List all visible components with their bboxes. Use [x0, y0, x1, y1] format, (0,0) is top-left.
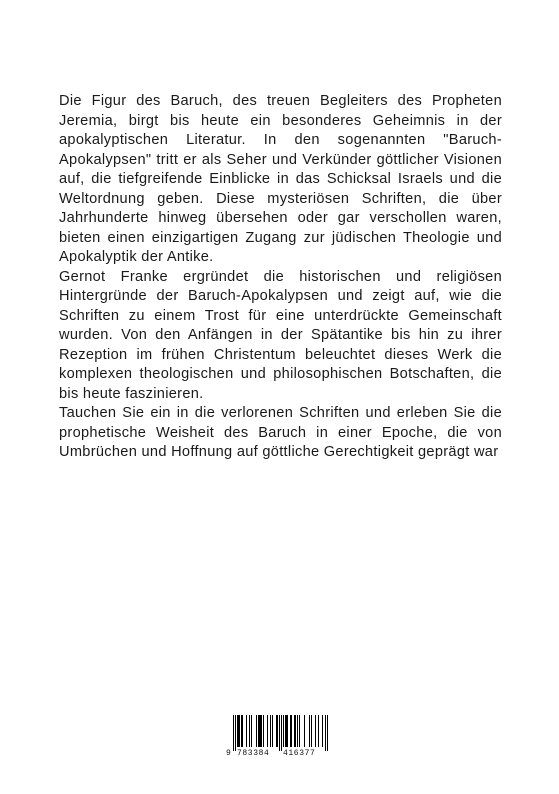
barcode-bar	[322, 715, 323, 747]
barcode-bar	[309, 715, 310, 747]
barcode-bar	[251, 715, 252, 747]
barcode-bar	[270, 715, 271, 747]
barcode-bar	[239, 715, 240, 747]
isbn-barcode	[226, 713, 332, 759]
barcode-bar	[258, 715, 259, 747]
barcode-guard-bar	[233, 715, 234, 751]
barcode-bar	[246, 715, 247, 747]
barcode-bar	[260, 715, 261, 747]
barcode-bars	[226, 713, 332, 753]
barcode-bar	[315, 715, 316, 747]
barcode-guard-bar	[327, 715, 328, 751]
barcode-first-digit: 9	[226, 749, 231, 758]
blurb-text	[59, 92, 502, 463]
barcode-bar	[237, 715, 238, 747]
blurb-paragraph-2: Gernot Franke ergründet die historischen und religiösen Hintergründe der Baruch-Apokalypsen und zeigt auf, wie die Schriften zu einem Trost für eine unterdrückte Gemeinschaft wurden. Von den Anfängen in der Spätantike bis hin zu ihrer Rezeption im frühen Christentum beleuchtet dieses Werk die komplexen theologischen und philosophischen Botschaften, die bis heute faszinieren.	[59, 268, 502, 402]
barcode-bar	[290, 715, 291, 747]
barcode-bar	[318, 715, 319, 747]
barcode-bar	[242, 715, 243, 747]
barcode-bar	[287, 715, 288, 747]
barcode-bar	[291, 715, 292, 747]
barcode-bar	[267, 715, 268, 747]
barcode-bar	[276, 715, 277, 747]
barcode-bar	[249, 715, 250, 747]
barcode-bar	[295, 715, 296, 747]
barcode-bar	[256, 715, 257, 747]
barcode-bar	[272, 715, 273, 747]
barcode-bar	[286, 715, 287, 747]
barcode-right-digits: 416377	[283, 749, 316, 758]
barcode-bar	[263, 715, 264, 747]
barcode-bar	[277, 715, 278, 747]
barcode-bar	[241, 715, 242, 747]
blurb-paragraph-3: Tauchen Sie ein in die verlorenen Schriften und erleben Sie die prophetische Weisheit des Baruch in einer Epoche, die von Umbrüchen und Hoffnung auf göttliche Gerechtigkeit geprägt war	[59, 405, 502, 460]
barcode-bar	[304, 715, 305, 747]
barcode-bar	[259, 715, 260, 747]
barcode-guard-bar	[279, 715, 280, 751]
barcode-digits	[226, 748, 332, 759]
barcode-guard-bar	[281, 715, 282, 751]
barcode-bar	[238, 715, 239, 747]
barcode-bar	[311, 715, 312, 747]
barcode-left-digits: 783384	[237, 749, 270, 758]
barcode-bar	[285, 715, 286, 747]
barcode-bar	[294, 715, 295, 747]
barcode-guard-bar	[325, 715, 326, 751]
barcode-guard-bar	[235, 715, 236, 751]
barcode-bar	[261, 715, 262, 747]
blurb-paragraph-1: Die Figur des Baruch, des treuen Begleiters des Propheten Jeremia, birgt bis heute ein besonderes Geheimnis in der apokalyptischen Literatur. In den sogenannten "Baruch-Apokalypsen" tritt er als Seher und Verkünder göttlicher Visionen auf, die tiefgreifende Einblicke in das Schicksal Israels und die Weltordnung geben. Diese mysteriösen Schriften, die über Jahrhunderte hinweg übersehen oder gar verschollen waren, bieten einen einzigartigen Zugang zur jüdischen Theologie und Apokalyptik der Antike.	[59, 93, 502, 265]
barcode-bar	[283, 715, 284, 747]
barcode-bar	[299, 715, 300, 747]
barcode-bar	[297, 715, 298, 747]
